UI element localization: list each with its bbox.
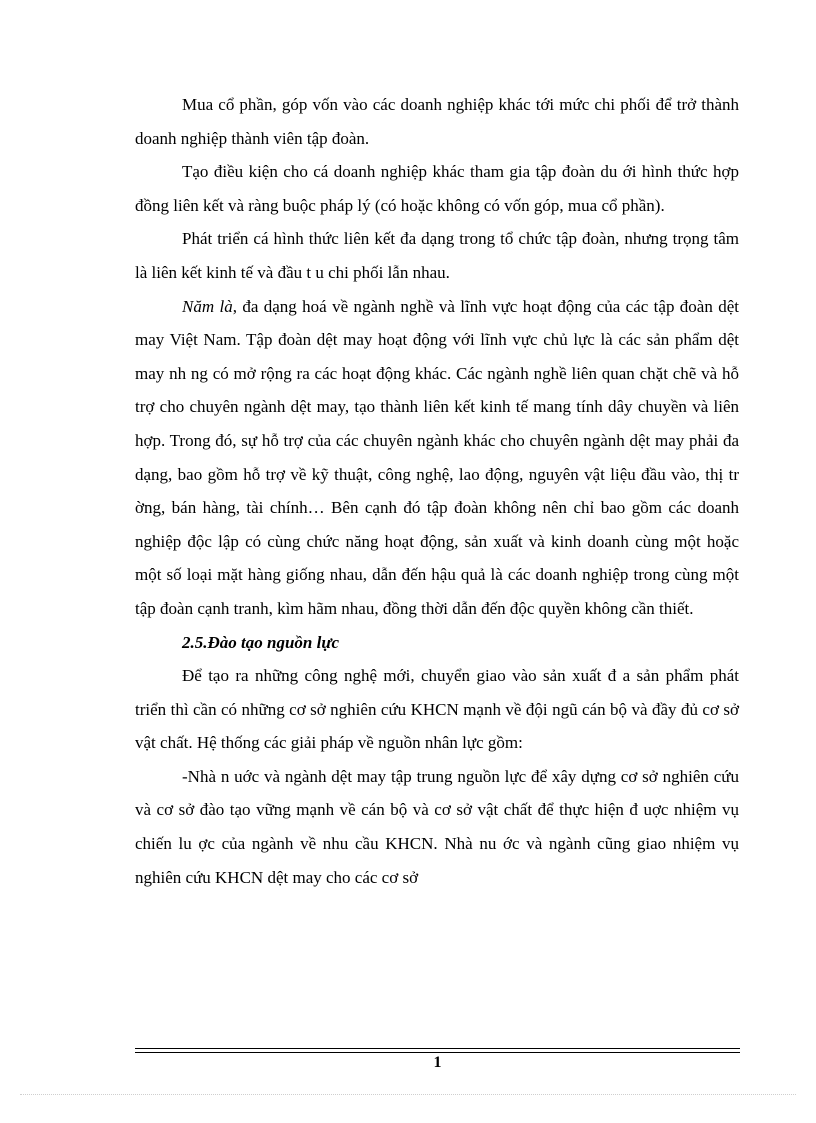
paragraph-lead: Năm là (182, 296, 233, 316)
section-heading: 2.5.Đào tạo nguồn lực (182, 632, 340, 652)
paragraph (135, 88, 739, 155)
page-edge-guide (20, 1094, 796, 1095)
paragraph (135, 760, 739, 894)
paragraph (135, 290, 739, 626)
body-text (135, 88, 739, 894)
paragraph-text: Để tạo ra những công nghệ mới, chuyển giao vào sản xuất đ a sản phẩm phát triển thì cần có những cơ sở nghiên cứu KHCN mạnh về đội ngũ cán bộ và đầy đủ cơ sở vật chất. Hệ thống các giải pháp về nguồn nhân lực gồm: (135, 666, 739, 753)
page-number: 1 (433, 1054, 442, 1071)
paragraph-text: Mua cổ phần, góp vốn vào các doanh nghiệp khác tới mức chi phối để trở thành doanh nghiệp thành viên tập đoàn. (135, 95, 739, 148)
paragraph-text: -Nhà n uớc và ngành dệt may tập trung nguồn lực để xây dựng cơ sở nghiên cứu và cơ sở đào tạo vững mạnh về cán bộ và cơ sở vật chất để thực hiện đ uợc nhiệm vụ chiến lu ợc của ngành về nhu cầu KHCN. Nhà nu ớc và ngành cũng giao nhiệm vụ nghiên cứu KHCN dệt may cho các cơ sở (135, 766, 739, 887)
paragraph-text: Phát triển cá hình thức liên kết đa dạng trong tổ chức tập đoàn, nhưng trọng tâm là liên kết kinh tế và đầu t u chi phối lẫn nhau. (135, 229, 739, 282)
paragraph (135, 222, 739, 289)
footer-divider (135, 1048, 740, 1049)
paragraph-text: Tạo điều kiện cho cá doanh nghiệp khác tham gia tập đoàn du ới hình thức hợp đồng liên kết và ràng buộc pháp lý (có hoặc không có vốn góp, mua cổ phần). (135, 162, 739, 215)
paragraph-text: , đa dạng hoá về ngành nghề và lĩnh vực hoạt động của các tập đoàn dệt may Việt Nam. Tập đoàn dệt may hoạt động với lĩnh vực chủ lực là các sản phẩm dệt may nh ng có mở rộng ra các hoạt động khác. Các ngành nghề liên quan chặt chẽ và hỗ trợ cho chuyên ngành dệt may, tạo thành liên kết kinh tế mang tính dây chuyền và liên hợp. Trong đó, sự hỗ trợ của các chuyên ngành khác cho chuyên ngành dệt may phải đa dạng, bao gồm hỗ trợ về kỹ thuật, công nghệ, lao động, nguyên vật liệu đầu vào, thị tr ờng, bán hàng, tài chính… Bên cạnh đó tập đoàn không nên chỉ bao gồm các doanh nghiệp độc lập có cùng chức năng hoạt động, sản xuất và kinh doanh cùng một hoặc một số loại mặt hàng giống nhau, dẫn đến hậu quả là các doanh nghiệp trong cùng một tập đoàn cạnh tranh, kìm hãm nhau, đồng thời dẫn đến độc quyền không cần thiết. (135, 296, 739, 618)
paragraph (135, 155, 739, 222)
paragraph (135, 659, 739, 760)
